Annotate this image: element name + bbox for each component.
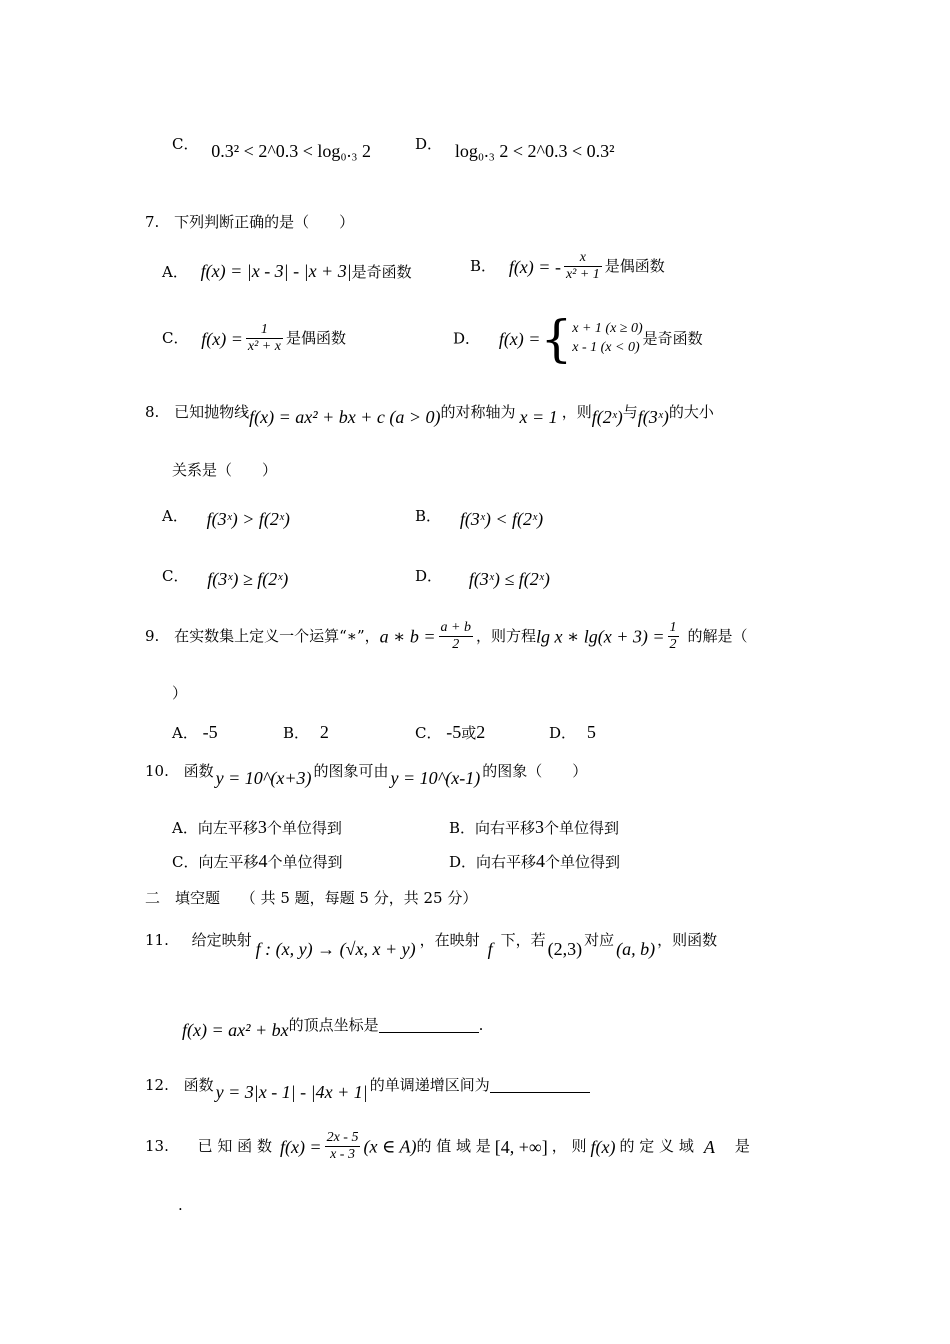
q6-option-d [415, 134, 615, 161]
fraction [246, 322, 283, 355]
option-label: A． [162, 507, 188, 525]
q8-option-c [162, 566, 289, 589]
option-label: C． [172, 135, 199, 153]
case-line: x - 1 (x < 0) [572, 340, 640, 355]
option-math: f(x) = - [508, 256, 561, 277]
denominator: 2 [452, 637, 460, 653]
inline-math: a ∗ b = [379, 626, 436, 647]
q13-stem-continued: . [178, 1196, 183, 1214]
inline-math: y = 10^(x-1) [390, 768, 481, 788]
denominator: x - 3 [330, 1147, 355, 1163]
section-note: （ 共 5 题，每题 5 分，共 25 分） [240, 889, 478, 907]
option-text: 向左平移 [197, 819, 258, 837]
q7-stem [145, 215, 354, 230]
question-text: ，则方程 [475, 627, 536, 646]
numerator: 1 [246, 322, 283, 339]
question-number: 11. [145, 931, 169, 949]
q12-stem [145, 1075, 590, 1102]
section-title: 二 填空题 [145, 889, 221, 907]
piecewise-cases [572, 320, 642, 358]
option-text: 是偶函数 [285, 329, 346, 348]
option-math: 2 [476, 722, 486, 742]
q6-option-c-math: 0.3² < 2^0.3 < log₀.₃ 2 [211, 141, 371, 161]
option-math: 2 [319, 722, 329, 742]
q8-stem-continued: 关系是（ ） [172, 461, 278, 479]
option-number: 4 [258, 851, 268, 871]
question-number: 12. [145, 1076, 169, 1094]
question-text: 的解是（ [687, 627, 748, 646]
numerator: a + b [439, 620, 473, 637]
inline-math: f : (x, y) → (√x, x + y) [255, 939, 416, 959]
option-label: B． [470, 257, 497, 276]
q9-option-b [283, 723, 329, 741]
question-number: 9. [145, 627, 160, 646]
question-text: 的对称轴为 [440, 403, 516, 421]
option-math: f(3ˣ) ≤ f(2ˣ) [468, 569, 550, 589]
inline-math: f(x) [590, 1136, 616, 1157]
question-text: 的图象可由 [313, 762, 389, 780]
question-text: 的 定 义 域 [619, 1137, 694, 1156]
inline-math: lg x ∗ lg(x + 3) = [536, 626, 665, 647]
option-number: 4 [536, 851, 546, 871]
section-heading [145, 891, 477, 906]
denominator: x² + 1 [565, 267, 600, 283]
answer-blank[interactable] [379, 1017, 479, 1033]
option-math: 5 [586, 722, 596, 742]
option-label: B． [283, 724, 310, 742]
inline-math: [4, +∞] [494, 1136, 548, 1157]
option-label: D． [453, 329, 481, 348]
question-text: ，则函数 [657, 931, 718, 949]
q8-option-d [415, 566, 550, 589]
q10-option-b [449, 818, 619, 836]
q6-option-c [172, 134, 371, 161]
option-text: 或 [461, 724, 477, 742]
q7-option-a [162, 262, 412, 280]
option-math: -5 [202, 722, 218, 742]
question-text: 的大小 [668, 403, 714, 421]
question-text: 函数 [183, 762, 214, 780]
question-text: 给定映射 [191, 931, 252, 949]
question-text: 下，若 [500, 931, 546, 949]
question-text: 与 [622, 403, 638, 421]
option-label: D． [449, 853, 477, 871]
question-text: 是 [734, 1137, 750, 1156]
option-text: 个单位得到 [266, 819, 342, 837]
q7-option-b [470, 250, 665, 283]
q7-option-c [162, 322, 346, 355]
option-label: A． [172, 819, 198, 837]
option-text: 向左平移 [198, 853, 259, 871]
inline-math: f(x) = ax² + bx [182, 1020, 289, 1040]
question-text: 在实数集上定义一个运算“∗”， [174, 627, 380, 646]
inline-math: x = 1 [519, 407, 558, 427]
q9-option-c [415, 723, 485, 741]
option-math: f(x) = [498, 329, 541, 349]
option-math: f(x) = [201, 328, 243, 349]
q8-stem [145, 402, 714, 427]
question-text: ， 则 [551, 1137, 587, 1156]
option-label: A． [172, 724, 198, 742]
option-math: f(3ˣ) < f(2ˣ) [459, 509, 544, 529]
numerator: 1 [668, 620, 679, 637]
q9-stem-continued: ） [172, 684, 188, 702]
inline-math: f(2ˣ) [591, 407, 623, 427]
q9-option-a [172, 723, 218, 741]
inline-math: (x ∈ A) [363, 1136, 417, 1157]
question-text: 已 知 函 数 [197, 1137, 272, 1156]
question-text: 下列判断正确的是（ ） [174, 213, 355, 231]
question-text: 对应 [584, 931, 615, 949]
option-label: D． [415, 567, 443, 585]
option-label: C． [415, 724, 442, 742]
option-label: B． [415, 507, 442, 525]
option-math: -5 [446, 722, 462, 742]
option-math: f(x) = |x - 3| - |x + 3| [200, 261, 352, 281]
question-text: 的顶点坐标是 [288, 1016, 379, 1034]
q7-option-d [453, 310, 703, 368]
inline-math: f(x) = ax² + bx + c (a > 0) [249, 407, 441, 427]
q11-stem-continued [182, 1015, 484, 1040]
option-label: D． [549, 724, 577, 742]
question-number: 10. [145, 762, 169, 780]
question-text: 已知抛物线 [174, 403, 250, 421]
question-number: 7. [145, 213, 160, 231]
question-number: 8. [145, 403, 160, 421]
inline-math: f(3ˣ) [637, 407, 669, 427]
denominator: 2 [669, 637, 677, 653]
inline-math: y = 3|x - 1| - |4x + 1| [215, 1082, 368, 1102]
question-text: 的 值 域 是 [416, 1137, 491, 1156]
option-number: 3 [257, 817, 267, 837]
option-label: D． [415, 135, 443, 153]
inline-math: A [703, 1136, 715, 1157]
inline-math: y = 10^(x+3) [215, 768, 312, 788]
inline-math: f [487, 939, 493, 959]
left-brace-icon: { [540, 310, 573, 368]
question-text: . [478, 1016, 484, 1034]
q10-option-d [449, 852, 620, 870]
fraction [668, 620, 679, 653]
option-label: B． [449, 819, 476, 837]
option-text: 个单位得到 [544, 819, 620, 837]
question-text: ，在映射 [419, 931, 480, 949]
option-label: C． [172, 853, 199, 871]
case-line: x + 1 (x ≥ 0) [572, 321, 643, 337]
option-text: 向右平移 [475, 819, 536, 837]
q9-option-d [549, 723, 596, 741]
q6-option-d-math: log₀.₃ 2 < 2^0.3 < 0.3² [454, 141, 615, 161]
inline-math: f(x) = [279, 1136, 322, 1157]
q13-stem [145, 1130, 750, 1163]
q10-option-a [172, 818, 342, 836]
option-text: 个单位得到 [545, 853, 621, 871]
numerator: 2x - 5 [325, 1130, 361, 1147]
q11-stem [145, 930, 718, 959]
answer-blank[interactable] [490, 1077, 590, 1093]
fraction [439, 620, 473, 653]
q8-option-a [162, 506, 290, 529]
inline-math: (2,3) [547, 939, 583, 959]
denominator: x² + x [247, 339, 281, 355]
option-text: 是奇函数 [351, 263, 412, 281]
option-number: 3 [535, 817, 545, 837]
question-text: 函数 [183, 1076, 214, 1094]
q10-stem [145, 761, 588, 788]
q10-option-c [172, 852, 343, 870]
option-text: 个单位得到 [267, 853, 343, 871]
numerator: x [564, 250, 602, 267]
question-text: 的单调递增区间为 [369, 1076, 490, 1094]
q8-option-b [415, 506, 544, 529]
question-text: ，则 [561, 403, 592, 421]
option-label: A． [162, 263, 188, 281]
q9-stem [145, 620, 748, 653]
option-math: f(3ˣ) ≥ f(2ˣ) [207, 569, 289, 589]
option-label: C． [162, 329, 189, 348]
option-text: 向右平移 [476, 853, 537, 871]
fraction [325, 1130, 361, 1163]
inline-math: (a, b) [616, 939, 656, 959]
question-number: 13. [145, 1137, 169, 1156]
option-text: 是偶函数 [604, 257, 665, 276]
option-text: 是奇函数 [642, 329, 703, 348]
option-math: f(3ˣ) > f(2ˣ) [206, 509, 290, 529]
question-text: 的图象（ ） [482, 762, 588, 780]
fraction [564, 250, 602, 283]
option-label: C． [162, 567, 189, 585]
